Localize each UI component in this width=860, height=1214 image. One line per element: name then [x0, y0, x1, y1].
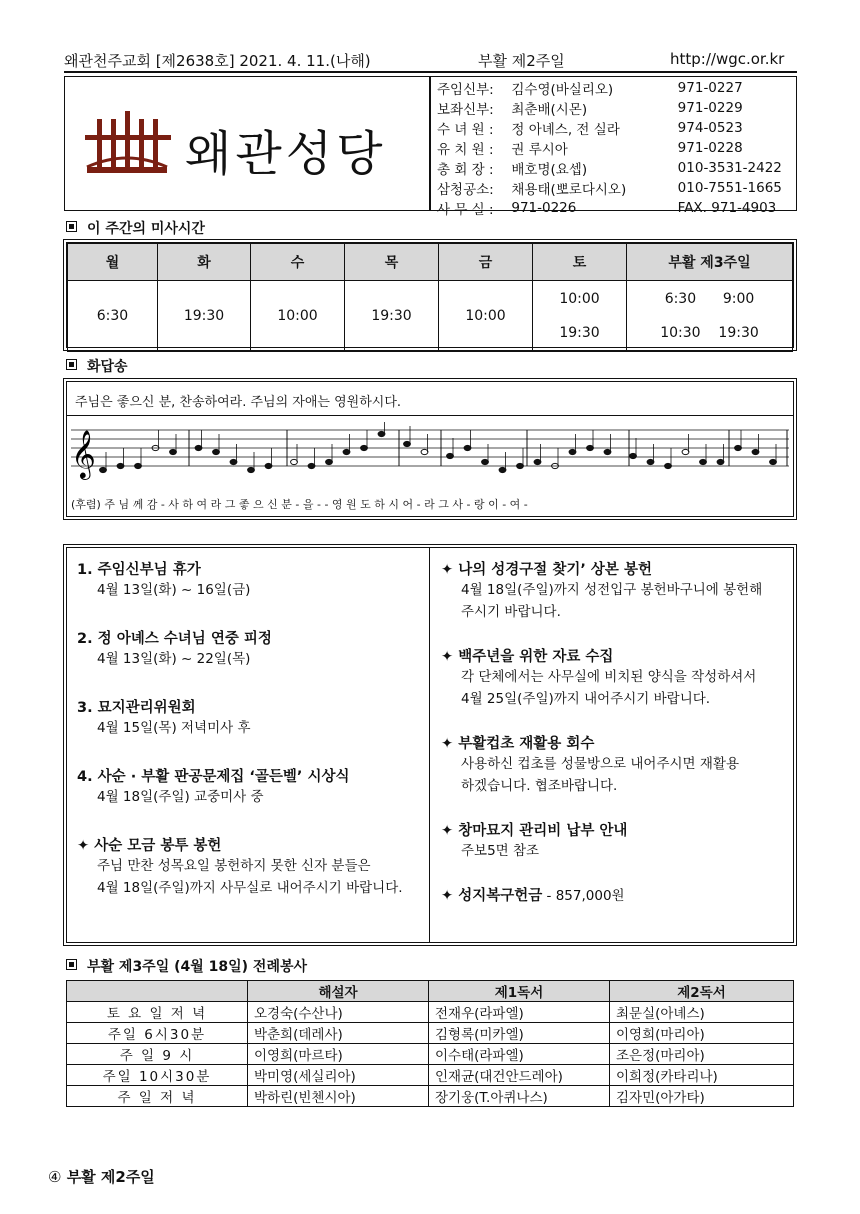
contacts-box: [430, 76, 797, 218]
music-note: [630, 453, 637, 458]
time-sun-4: 19:30: [718, 325, 759, 341]
duty-section-title: 부활 제3주일 (4월 18일) 전례봉사: [66, 956, 307, 976]
music-note: [700, 459, 707, 464]
mass-table-frame: [66, 242, 794, 348]
contact-name: 971-0226: [511, 200, 577, 216]
treble-clef-icon: 𝄞: [71, 429, 96, 478]
mass-section-title: 이 주간의 미사시간: [66, 218, 205, 238]
duty-person: 이희정(카타리나): [610, 1065, 794, 1086]
music-note: [308, 463, 315, 468]
announcement-detail: 주시기 바랍니다.: [461, 604, 561, 620]
duty-col-commentator: 해설자: [248, 981, 429, 1002]
music-note: [735, 445, 742, 450]
announcement-heading: ✦ 사순 모금 봉투 봉헌: [77, 838, 222, 854]
contact-name: 정 아녜스, 전 실라: [511, 122, 620, 138]
announcement-detail: 사용하신 컵초를 성물방으로 내어주시면 재활용: [461, 756, 739, 772]
announcement-detail: 4월 13일(화) ~ 16일(금): [97, 582, 251, 598]
music-note: [770, 459, 777, 464]
duty-row: [67, 1086, 794, 1107]
duty-person: 박춘희(데레사): [248, 1023, 429, 1044]
contact-phone: 971-0227: [677, 80, 743, 96]
contact-row: [433, 118, 796, 138]
time-sunday: [627, 281, 793, 352]
contact-row: [433, 138, 796, 158]
announcement-heading: 1. 주임신부님 휴가: [77, 562, 201, 578]
duty-col-reading1: 제1독서: [429, 981, 610, 1002]
time-sun-1: 6:30: [664, 291, 697, 307]
music-note: [404, 441, 411, 446]
day-wed: 수: [251, 244, 345, 281]
announcement-heading: ✦ 부활컵초 재활용 회수: [441, 736, 595, 752]
duty-col-time: [67, 981, 248, 1002]
footer-text: 부활 제2주일: [66, 1168, 155, 1186]
mass-table: [67, 243, 793, 352]
website-url[interactable]: http://wgc.or.kr: [670, 50, 785, 68]
music-note: [752, 449, 759, 454]
music-note: [534, 459, 541, 464]
logo-box: [64, 76, 430, 211]
contact-role: 주임신부:: [437, 82, 494, 98]
music-note: [361, 445, 368, 450]
announcement-item: [77, 765, 422, 808]
time-tue: 19:30: [158, 281, 251, 352]
music-note: [195, 445, 202, 450]
psalm-lyrics: (후렴) 주 님 께 감 - 사 하 여 라 그 좋 으 신 분 - 을 - - 영 원 도 하 시 어 - 라 그 사 - 랑 이 - 여 -: [71, 498, 528, 511]
announcement-heading: ✦ 창마묘지 관리비 납부 안내: [441, 823, 628, 839]
day-thu: 목: [345, 244, 439, 281]
duty-person: 이수태(라파엘): [429, 1044, 610, 1065]
contact-phone: 010-7551-1665: [677, 180, 782, 196]
duty-row: [67, 1002, 794, 1023]
contact-phone: 971-0228: [677, 140, 743, 156]
announcements-left: [77, 558, 422, 925]
contact-name: 채용태(뽀로다시오): [511, 182, 627, 198]
duty-time: 주 일 9 시: [67, 1044, 248, 1065]
psalm-text: 주님은 좋으신 분, 찬송하여라. 주님의 자애는 영원하시다.: [75, 395, 402, 410]
announcements-right: [441, 558, 786, 907]
duty-person: 최문실(아녜스): [610, 1002, 794, 1023]
donation-amount: - 857,000원: [542, 888, 625, 904]
music-note: [248, 467, 255, 472]
duty-person: 이영희(마르타): [248, 1044, 429, 1065]
duty-table-frame: [66, 980, 794, 1107]
music-note: [464, 445, 471, 450]
contact-row: [433, 98, 796, 118]
announcement-detail: 4월 15일(목) 저녁미사 후: [97, 720, 251, 736]
time-sat-1: 10:00: [559, 291, 600, 307]
parish-logo-icon: [83, 109, 179, 189]
duty-table: [66, 980, 794, 1107]
contact-name: 권 루시아: [511, 142, 568, 158]
contact-row: [433, 158, 796, 178]
day-sunday: 부활 제3주일: [627, 244, 793, 281]
contact-role: 유 치 원 :: [437, 142, 494, 158]
music-note: [291, 459, 298, 464]
psalm-section-title: 화답송: [66, 356, 128, 376]
announcement-detail: 4월 18일(주일)까지 성전입구 봉헌바구니에 봉헌해: [461, 582, 763, 598]
contact-name: 김수영(바실리오): [511, 82, 614, 98]
music-note: [326, 459, 333, 464]
music-note: [682, 449, 689, 454]
music-note: [421, 449, 428, 454]
day-mon: 월: [68, 244, 158, 281]
time-wed: 10:00: [251, 281, 345, 352]
announcement-item: [77, 834, 422, 899]
time-sun-2: 9:00: [722, 291, 755, 307]
time-sat: [533, 281, 627, 352]
announcement-heading: ✦ 백주년을 위한 자료 수집: [441, 649, 614, 665]
music-note: [100, 467, 107, 472]
duty-person: 전재우(라파엘): [429, 1002, 610, 1023]
announcement-heading: 4. 사순 · 부활 판공문제집 ‘골든벨’ 시상식: [77, 769, 350, 785]
music-note: [587, 445, 594, 450]
duty-time: 주일 10시30분: [67, 1065, 248, 1086]
announcement-heading: 3. 묘지관리위원회: [77, 700, 196, 716]
contact-row: [433, 198, 796, 218]
bulletin-sunday: 부활 제2주일: [478, 52, 565, 70]
header-rule: [64, 71, 797, 73]
contact-phone: 974-0523: [677, 120, 743, 136]
announcement-detail: 4월 25일(주일)까지 내어주시기 바랍니다.: [461, 691, 711, 707]
duty-time: 토 요 일 저 녁: [67, 1002, 248, 1023]
contact-row: [433, 178, 796, 198]
duty-row: [67, 1023, 794, 1044]
contact-role: 수 녀 원 :: [437, 122, 494, 138]
music-note: [170, 449, 177, 454]
music-note: [265, 463, 272, 468]
announcement-detail: 4월 18일(주일) 교중미사 중: [97, 789, 264, 805]
announcement-item: [77, 558, 422, 601]
contact-role: 삼청공소:: [437, 182, 494, 198]
duty-person: 김형록(미카엘): [429, 1023, 610, 1044]
duty-person: 박하린(빈첸시아): [248, 1086, 429, 1107]
music-note: [499, 467, 506, 472]
announcement-heading: 2. 정 아녜스 수녀님 연중 피정: [77, 631, 272, 647]
announcement-item: [441, 558, 786, 623]
contact-name: 배호명(요셉): [511, 162, 588, 178]
music-note: [378, 431, 385, 436]
announcement-detail: 주님 만찬 성목요일 봉헌하지 못한 신자 분들은: [97, 858, 371, 874]
music-note: [517, 463, 524, 468]
contact-role: 보좌신부:: [437, 102, 494, 118]
announcement-item: [441, 819, 786, 862]
duty-person: 오경숙(수산나): [248, 1002, 429, 1023]
contact-phone: 010-3531-2422: [677, 160, 782, 176]
duty-time: 주 일 저 녁: [67, 1086, 248, 1107]
day-fri: 금: [439, 244, 533, 281]
time-mon: 6:30: [68, 281, 158, 352]
announcements-frame: [66, 547, 794, 943]
duty-person: 조은정(마리아): [610, 1044, 794, 1065]
duty-row: [67, 1065, 794, 1086]
duty-time: 주일 6시30분: [67, 1023, 248, 1044]
duty-person: 박미영(세실리아): [248, 1065, 429, 1086]
music-note: [604, 449, 611, 454]
page-number: ④: [48, 1168, 62, 1186]
announcement-detail: 4월 13일(화) ~ 22일(목): [97, 651, 251, 667]
psalm-frame: [66, 381, 794, 517]
music-staff: [69, 422, 791, 488]
music-note: [117, 463, 124, 468]
parish-name: 왜관성당: [185, 126, 387, 182]
time-sun-3: 10:30: [660, 325, 701, 341]
duty-col-reading2: 제2독서: [610, 981, 794, 1002]
time-thu: 19:30: [345, 281, 439, 352]
contact-role: 사 무 실 :: [437, 202, 494, 218]
duty-person: 이영희(마리아): [610, 1023, 794, 1044]
contact-phone: FAX. 971-4903: [677, 200, 777, 216]
day-sat: 토: [533, 244, 627, 281]
time-fri: 10:00: [439, 281, 533, 352]
music-note: [482, 459, 489, 464]
music-note: [213, 449, 220, 454]
duty-person: 인재균(대건안드레아): [429, 1065, 610, 1086]
announcement-detail: 주보5면 참조: [461, 843, 540, 859]
announcement-item: [441, 645, 786, 710]
duty-person: 김자민(아가타): [610, 1086, 794, 1107]
duty-person: 장기웅(T.아퀴나스): [429, 1086, 610, 1107]
announcement-detail: 하겠습니다. 협조바랍니다.: [461, 778, 618, 794]
announcement-detail: 각 단체에서는 사무실에 비치된 양식을 작성하셔서: [461, 669, 757, 685]
day-tue: 화: [158, 244, 251, 281]
donation-heading: ✦ 성지복구헌금: [441, 888, 543, 904]
music-note: [665, 463, 672, 468]
music-note: [343, 449, 350, 454]
time-sat-2: 19:30: [559, 325, 600, 341]
announcement-item: [77, 696, 422, 739]
footer: [48, 1166, 155, 1187]
contact-phone: 971-0229: [677, 100, 743, 116]
bulletin-issue: 왜관천주교회 [제2638호] 2021. 4. 11.(나해): [64, 52, 371, 70]
music-note: [569, 449, 576, 454]
duty-row: [67, 1044, 794, 1065]
announcement-item: [441, 732, 786, 797]
announcement-item: [77, 627, 422, 670]
announcement-heading: ✦ 나의 성경구절 찾기’ 상본 봉헌: [441, 562, 652, 578]
music-note: [717, 459, 724, 464]
music-note: [447, 453, 454, 458]
announcement-detail: 4월 18일(주일)까지 사무실로 내어주시기 바랍니다.: [97, 880, 403, 896]
music-note: [230, 459, 237, 464]
contact-role: 총 회 장 :: [437, 162, 494, 178]
contact-row: [433, 78, 796, 98]
contact-name: 최춘배(시몬): [511, 102, 588, 118]
donation-line: [441, 884, 786, 907]
music-note: [135, 463, 142, 468]
music-note: [647, 459, 654, 464]
